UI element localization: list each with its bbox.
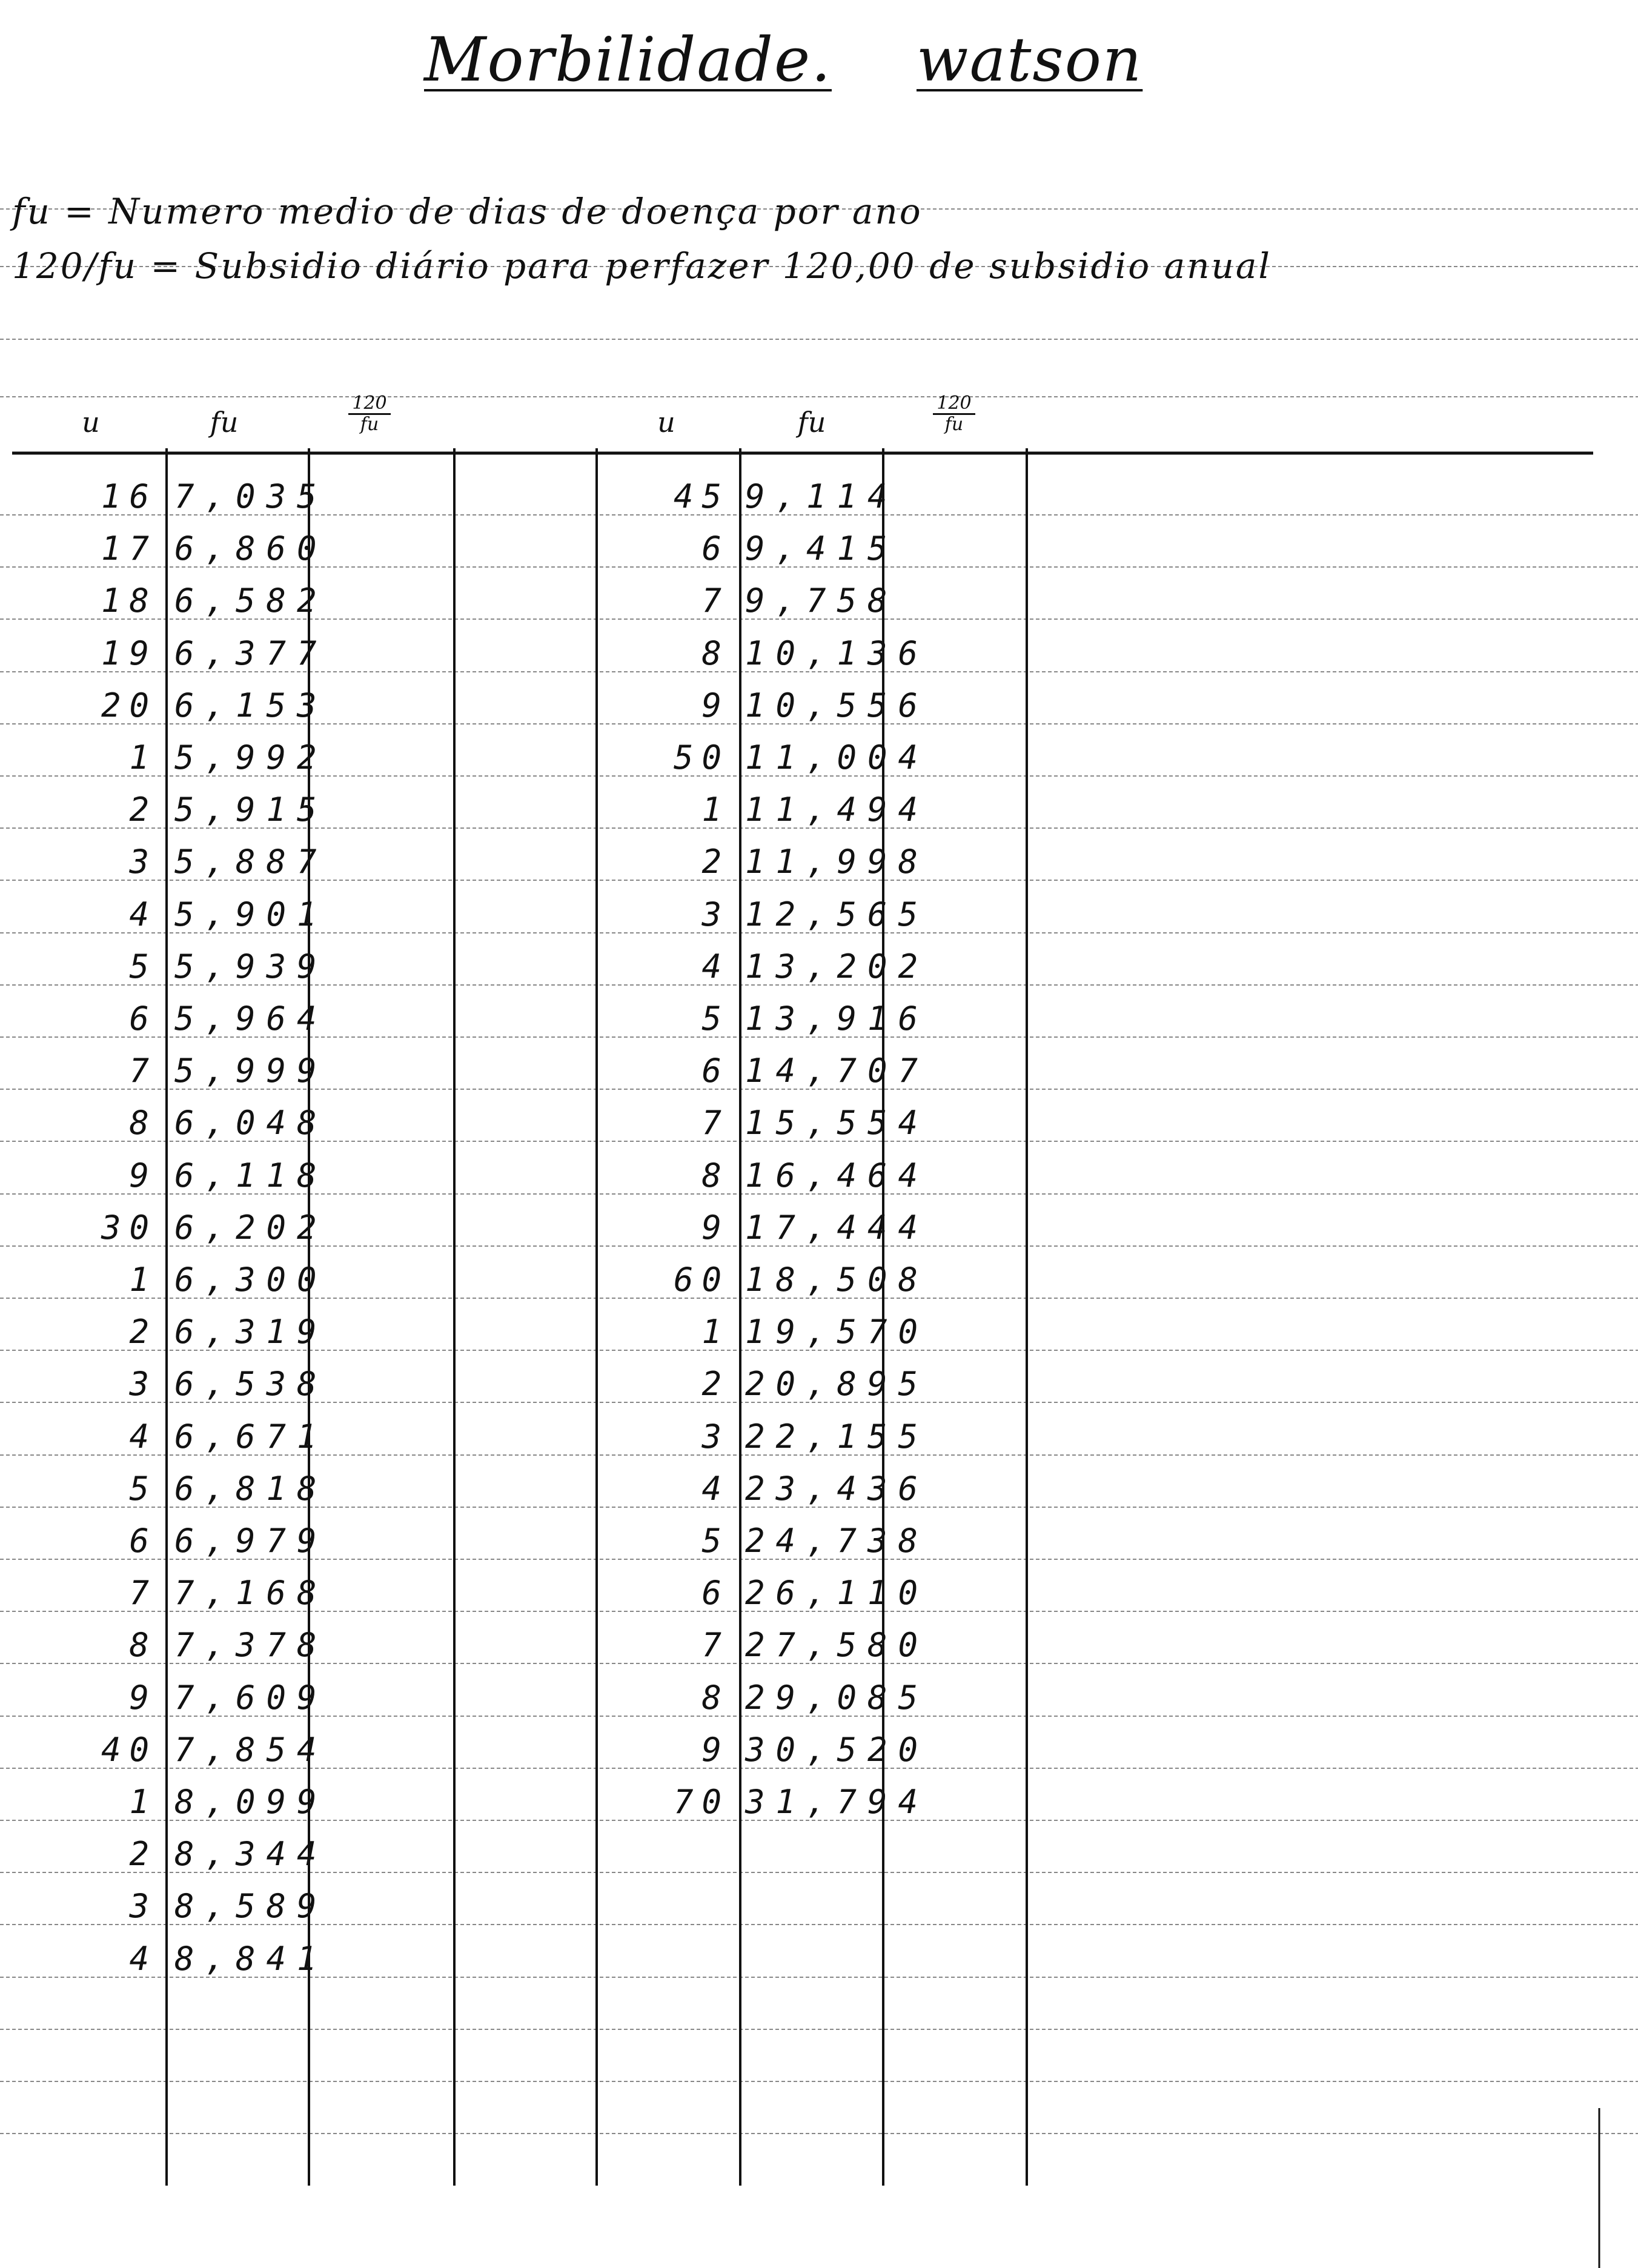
row-fu-value: 9,114 — [745, 477, 898, 516]
row-fu-value: 6,048 — [174, 1104, 328, 1142]
row-age: 6 — [701, 529, 730, 568]
row-fu-value: 13,202 — [745, 947, 929, 986]
row-age: 9 — [701, 1730, 730, 1769]
header-ratio-right — [933, 394, 975, 434]
row-fu-value: 7,609 — [174, 1678, 328, 1717]
row-fu-value: 5,992 — [174, 738, 328, 777]
row-age: 5 — [701, 1522, 730, 1560]
row-fu-value: 6,319 — [174, 1313, 328, 1351]
row-age: 8 — [701, 1678, 730, 1717]
row-age: 4 — [129, 1417, 158, 1456]
row-age: 5 — [701, 1000, 730, 1038]
row-fu-value: 5,887 — [174, 843, 328, 881]
row-fu-value: 16,464 — [745, 1156, 929, 1195]
header-fu-left: fu — [210, 406, 239, 439]
header-ratio-left — [348, 394, 391, 434]
row-fu-value: 15,554 — [745, 1104, 929, 1142]
row-age: 7 — [701, 1626, 730, 1665]
row-age: 50 — [673, 738, 730, 777]
row-age: 4 — [129, 1939, 158, 1978]
row-age: 3 — [701, 1417, 730, 1456]
row-fu-value: 5,964 — [174, 1000, 328, 1038]
row-fu-value: 6,153 — [174, 686, 328, 724]
row-age: 2 — [129, 791, 158, 829]
page-title — [424, 24, 1151, 95]
row-age: 17 — [101, 529, 158, 568]
title-watson: watson — [916, 24, 1143, 95]
row-age: 2 — [701, 843, 730, 881]
row-fu-value: 6,860 — [174, 529, 328, 568]
row-age: 16 — [101, 477, 158, 516]
row-fu-value: 10,556 — [745, 686, 929, 724]
row-fu-value: 6,671 — [174, 1417, 328, 1456]
row-fu-value: 10,136 — [745, 634, 929, 672]
row-fu-value: 19,570 — [745, 1313, 929, 1351]
row-fu-value: 6,818 — [174, 1469, 328, 1508]
row-age: 45 — [673, 477, 730, 516]
row-age: 6 — [129, 1522, 158, 1560]
header-age-left: u — [82, 406, 100, 439]
row-age: 4 — [701, 947, 730, 986]
row-fu-value: 7,854 — [174, 1730, 328, 1769]
row-fu-value: 20,895 — [745, 1365, 929, 1404]
row-age: 3 — [129, 1365, 158, 1404]
row-fu-value: 24,738 — [745, 1522, 929, 1560]
row-age: 1 — [129, 1261, 158, 1299]
row-fu-value: 13,916 — [745, 1000, 929, 1038]
row-fu-value: 6,538 — [174, 1365, 328, 1404]
row-age: 9 — [701, 1208, 730, 1247]
row-fu-value: 7,168 — [174, 1574, 328, 1613]
row-age: 2 — [129, 1835, 158, 1874]
row-fu-value: 5,901 — [174, 895, 328, 933]
definition-subsidio: 120/fu = Subsidio diário para perfazer 120,00 de subsidio anual — [12, 245, 1272, 287]
row-fu-value: 27,580 — [745, 1626, 929, 1665]
header-ratio-denominator: fu — [944, 414, 964, 435]
row-age: 8 — [129, 1626, 158, 1665]
row-age: 6 — [701, 1574, 730, 1613]
row-fu-value: 7,035 — [174, 477, 328, 516]
row-fu-value: 12,565 — [745, 895, 929, 933]
row-fu-value: 6,582 — [174, 582, 328, 620]
row-fu-value: 9,415 — [745, 529, 898, 568]
row-age: 7 — [701, 1104, 730, 1142]
header-age-right: u — [657, 406, 675, 439]
row-fu-value: 8,344 — [174, 1835, 328, 1874]
row-fu-value: 18,508 — [745, 1261, 929, 1299]
row-age: 9 — [129, 1156, 158, 1195]
row-age: 30 — [101, 1208, 158, 1247]
row-age: 3 — [129, 843, 158, 881]
row-fu-value: 30,520 — [745, 1730, 929, 1769]
row-fu-value: 26,110 — [745, 1574, 929, 1613]
row-age: 19 — [101, 634, 158, 672]
row-age: 6 — [701, 1052, 730, 1090]
row-age: 1 — [129, 1783, 158, 1821]
row-fu-value: 5,999 — [174, 1052, 328, 1090]
row-age: 4 — [129, 895, 158, 933]
row-age: 8 — [701, 634, 730, 672]
row-fu-value: 5,939 — [174, 947, 328, 986]
row-age: 60 — [673, 1261, 730, 1299]
header-ratio-numerator: 120 — [933, 394, 975, 415]
row-age: 5 — [129, 947, 158, 986]
row-fu-value: 9,758 — [745, 582, 898, 620]
row-fu-value: 31,794 — [745, 1783, 929, 1821]
header-ratio-numerator: 120 — [348, 394, 391, 415]
row-age: 8 — [129, 1104, 158, 1142]
row-fu-value: 6,377 — [174, 634, 328, 672]
row-fu-value: 29,085 — [745, 1678, 929, 1717]
row-age: 2 — [129, 1313, 158, 1351]
row-age: 18 — [101, 582, 158, 620]
row-age: 1 — [701, 791, 730, 829]
row-age: 7 — [129, 1574, 158, 1613]
row-fu-value: 14,707 — [745, 1052, 929, 1090]
row-fu-value: 17,444 — [745, 1208, 929, 1247]
row-age: 70 — [673, 1783, 730, 1821]
row-age: 7 — [701, 582, 730, 620]
row-age: 20 — [101, 686, 158, 724]
row-age: 6 — [129, 1000, 158, 1038]
row-fu-value: 7,378 — [174, 1626, 328, 1665]
row-age: 7 — [129, 1052, 158, 1090]
row-fu-value: 6,202 — [174, 1208, 328, 1247]
row-age: 1 — [129, 738, 158, 777]
row-age: 40 — [101, 1730, 158, 1769]
row-fu-value: 8,099 — [174, 1783, 328, 1821]
row-age: 3 — [701, 895, 730, 933]
row-age: 4 — [701, 1469, 730, 1508]
row-age: 9 — [129, 1678, 158, 1717]
header-ratio-denominator: fu — [360, 414, 379, 435]
row-age: 5 — [129, 1469, 158, 1508]
header-fu-right: fu — [797, 406, 826, 439]
row-age: 2 — [701, 1365, 730, 1404]
row-fu-value: 6,300 — [174, 1261, 328, 1299]
title-morbilidade: Morbilidade. — [424, 24, 832, 95]
definition-fu: fu = Numero medio de dias de doença por ano — [12, 191, 923, 232]
row-fu-value: 11,494 — [745, 791, 929, 829]
row-age: 8 — [701, 1156, 730, 1195]
row-fu-value: 11,004 — [745, 738, 929, 777]
row-fu-value: 8,841 — [174, 1939, 328, 1978]
row-age: 3 — [129, 1887, 158, 1926]
row-fu-value: 5,915 — [174, 791, 328, 829]
row-fu-value: 8,589 — [174, 1887, 328, 1926]
row-fu-value: 6,979 — [174, 1522, 328, 1560]
row-age: 1 — [701, 1313, 730, 1351]
row-age: 9 — [701, 686, 730, 724]
row-fu-value: 11,998 — [745, 843, 929, 881]
row-fu-value: 22,155 — [745, 1417, 929, 1456]
row-fu-value: 6,118 — [174, 1156, 328, 1195]
row-fu-value: 23,436 — [745, 1469, 929, 1508]
